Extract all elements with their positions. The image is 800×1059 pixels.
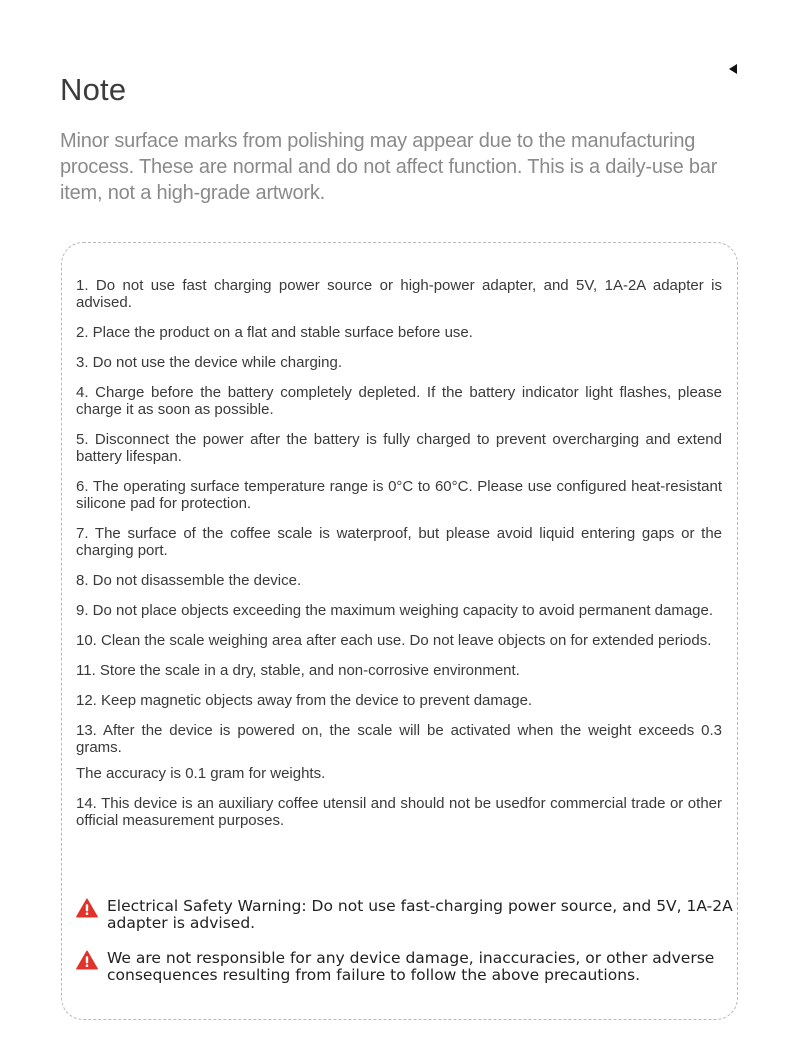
warnings-section [76, 898, 736, 1002]
precautions-box [61, 242, 738, 1020]
list-item: 11. Store the scale in a dry, stable, and non-corrosive environment. [76, 662, 520, 679]
list-item: 3. Do not use the device while charging. [76, 354, 342, 371]
list-item: 5. Disconnect the power after the battery is fully charged to prevent overcharging and extend battery lifespan. [76, 431, 722, 465]
warning-text: Electrical Safety Warning: Do not use fast-charging power source, and 5V, 1A-2A adapter is advised. [107, 897, 733, 932]
list-item: 13. After the device is powered on, the scale will be activated when the weight exceeds 0.3 grams. [76, 722, 722, 756]
warning-triangle-icon [76, 950, 98, 970]
note-header [60, 50, 740, 107]
list-item: 12. Keep magnetic objects away from the device to prevent damage. [76, 692, 533, 709]
list-item: The accuracy is 0.1 gram for weights. [76, 765, 326, 782]
precautions-list [76, 277, 722, 842]
list-item: 8. Do not disassemble the device. [76, 572, 302, 589]
warning-triangle-icon [76, 898, 98, 918]
page-title: Note [60, 71, 127, 107]
intro-text: Minor surface marks from polishing may appear due to the manufacturing process. These are normal and do not affect function. This is a daily-use bar item, not a high-grade artwork. [60, 130, 718, 204]
list-item: 4. Charge before the battery completely depleted. If the battery indicator light flashes, please charge it as soon as possible. [76, 384, 722, 418]
caret-left-icon[interactable] [726, 62, 740, 76]
list-item: 6. The operating surface temperature range is 0°C to 60°C. Please use configured heat-resistant silicone pad for protection. [76, 478, 722, 512]
warning-item [76, 950, 736, 984]
list-item: 2. Place the product on a flat and stable surface before use. [76, 324, 473, 341]
list-item: 7. The surface of the coffee scale is waterproof, but please avoid liquid entering gaps or the charging port. [76, 525, 722, 559]
list-item: 14. This device is an auxiliary coffee utensil and should not be usedfor commercial trade or other official measurement purposes. [76, 795, 722, 829]
list-item: 9. Do not place objects exceeding the maximum weighing capacity to avoid permanent damage. [76, 602, 714, 619]
list-item: 1. Do not use fast charging power source or high-power adapter, and 5V, 1A-2A adapter is advised. [76, 277, 722, 311]
warning-text: We are not responsible for any device damage, inaccuracies, or other adverse consequences resulting from failure to follow the above precautions. [107, 949, 715, 984]
warning-item [76, 898, 736, 932]
list-item: 10. Clean the scale weighing area after each use. Do not leave objects on for extended periods. [76, 632, 712, 649]
